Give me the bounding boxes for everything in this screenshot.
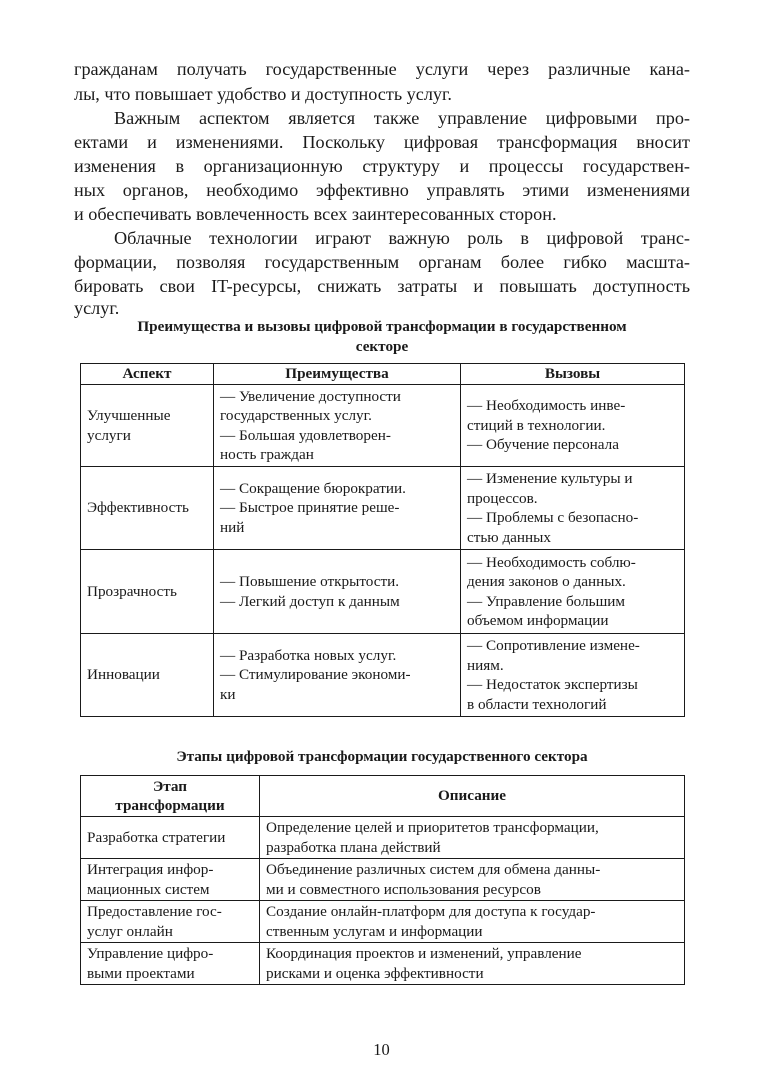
cell-line: стиций в технологии.	[467, 416, 606, 434]
table-header-row	[81, 776, 685, 817]
cell-line: ми и совместного использования ресурсов	[266, 880, 541, 898]
description-cell	[260, 943, 685, 985]
description-cell	[260, 859, 685, 901]
paragraph-line: гражданам получать государственные услуги через различные кана-	[74, 59, 690, 79]
stages-table	[80, 775, 685, 985]
cell-line: ственным услугам и информации	[266, 922, 483, 940]
benefits-challenges-table	[80, 363, 685, 717]
cell-line: — Стимулирование экономи-	[220, 666, 411, 684]
cell-line: — Сопротивление измене-	[467, 637, 640, 654]
cell-line: рисками и оценка эффективности	[266, 964, 484, 982]
cell-line: объемом информации	[467, 612, 609, 629]
cell-line: — Обучение персонала	[467, 436, 619, 454]
benefits-cell	[214, 385, 461, 467]
cell-line: — Легкий доступ к данным	[220, 592, 400, 610]
column-header: Аспект	[81, 364, 214, 385]
cell-line: — Изменение культуры и	[467, 470, 633, 487]
cell-line: государственных услуг.	[220, 407, 372, 424]
paragraph-line: ных органов, необходимо эффективно управлять этими изменениями	[74, 180, 690, 200]
cell-line: — Сокращение бюрократии.	[220, 479, 406, 497]
aspect-cell	[81, 385, 214, 467]
aspect-cell	[81, 550, 214, 634]
column-header: Вызовы	[461, 364, 685, 385]
cell-line: — Необходимость соблю-	[467, 553, 636, 571]
paragraph-line: Важным аспектом является также управление цифровыми про-	[114, 108, 690, 128]
table-row	[81, 943, 685, 985]
cell-line: стью данных	[467, 528, 551, 546]
benefits-cell	[214, 550, 461, 634]
challenges-cell	[461, 385, 685, 467]
benefits-cell	[214, 634, 461, 717]
column-header: Преимущества	[214, 364, 461, 385]
stage-cell	[81, 901, 260, 943]
cell-line: Эффективность	[87, 499, 189, 517]
cell-line: — Необходимость инве-	[467, 397, 626, 415]
cell-line: ниям.	[467, 656, 504, 674]
paragraph-line: лы, что повышает удобство и доступность услуг.	[74, 84, 452, 104]
column-header	[81, 776, 260, 817]
challenges-cell	[461, 467, 685, 550]
table1-caption: Преимущества и вызовы цифровой трансформации в государственном	[137, 318, 627, 335]
paragraph-line: Облачные технологии играют важную роль в цифровой транс-	[114, 228, 690, 248]
challenges-cell	[461, 550, 685, 634]
cell-line: услуг онлайн	[87, 922, 173, 940]
page-number: 10	[373, 1040, 390, 1059]
cell-line: ность граждан	[220, 446, 314, 463]
paragraph-line: и обеспечивать вовлеченность всех заинтересованных сторон.	[74, 204, 557, 224]
cell-line: Предоставление гос-	[87, 903, 222, 920]
cell-line: Интеграция инфор-	[87, 861, 214, 878]
table-row	[81, 385, 685, 467]
stage-cell	[81, 859, 260, 901]
cell-line: Разработка стратегии	[87, 828, 226, 846]
table-row	[81, 467, 685, 550]
cell-line: процессов.	[467, 489, 538, 507]
aspect-cell	[81, 467, 214, 550]
challenges-cell	[461, 634, 685, 717]
paragraph-line: формации, позволяя государственным органам более гибко масшта-	[74, 252, 690, 272]
cell-line: Прозрачность	[87, 582, 177, 600]
table-header-row	[81, 364, 685, 385]
cell-line: ки	[220, 685, 236, 703]
header-line: Описание	[437, 787, 507, 805]
cell-line: — Недостаток экспертизы	[467, 676, 638, 693]
column-header	[260, 776, 685, 817]
table-row	[81, 550, 685, 634]
table2-caption: Этапы цифровой трансформации государственного сектора	[176, 748, 588, 765]
paragraph-line: ектами и изменениями. Поскольку цифровая трансформация вносит	[74, 132, 690, 152]
table-row	[81, 859, 685, 901]
cell-line: — Большая удовлетворен-	[220, 426, 391, 444]
table1-caption: секторе	[355, 338, 409, 355]
cell-line: Объединение различных систем для обмена данны-	[266, 861, 601, 878]
cell-line: Создание онлайн-платформ для доступа к государ-	[266, 903, 596, 920]
cell-line: — Быстрое принятие реше-	[220, 499, 400, 517]
cell-line: — Повышение открытости.	[220, 573, 400, 590]
description-cell	[260, 901, 685, 943]
cell-line: дения законов о данных.	[467, 573, 626, 590]
cell-line: Инновации	[87, 666, 160, 684]
cell-line: — Разработка новых услуг.	[220, 646, 397, 664]
header-line: Этап	[152, 777, 188, 795]
stage-cell	[81, 943, 260, 985]
cell-line: Улучшенные	[87, 407, 171, 424]
paragraph-line: услуг.	[74, 298, 120, 318]
table-row	[81, 901, 685, 943]
cell-line: Координация проектов и изменений, управление	[266, 945, 582, 962]
cell-line: — Управление большим	[467, 592, 626, 610]
cell-line: разработка плана действий	[266, 838, 441, 856]
paragraph-line: бировать свои IT-ресурсы, снижать затраты и повышать доступность	[74, 276, 690, 296]
aspect-cell	[81, 634, 214, 717]
stage-cell	[81, 817, 260, 859]
cell-line: услуги	[87, 426, 131, 444]
cell-line: в области технологий	[467, 695, 607, 713]
paragraph-line: изменения в организационную структуру и процессы государствен-	[74, 156, 690, 176]
cell-line: мационных систем	[87, 880, 210, 898]
table-row	[81, 634, 685, 717]
cell-line: Определение целей и приоритетов трансформации,	[266, 819, 599, 836]
cell-line: Управление цифро-	[87, 945, 214, 962]
cell-line: ний	[220, 518, 245, 536]
cell-line: — Увеличение доступности	[220, 387, 401, 405]
benefits-cell	[214, 467, 461, 550]
description-cell	[260, 817, 685, 859]
header-line: трансформации	[115, 797, 225, 814]
cell-line: — Проблемы с безопасно-	[467, 509, 639, 526]
table-row	[81, 817, 685, 859]
cell-line: выми проектами	[87, 964, 195, 982]
